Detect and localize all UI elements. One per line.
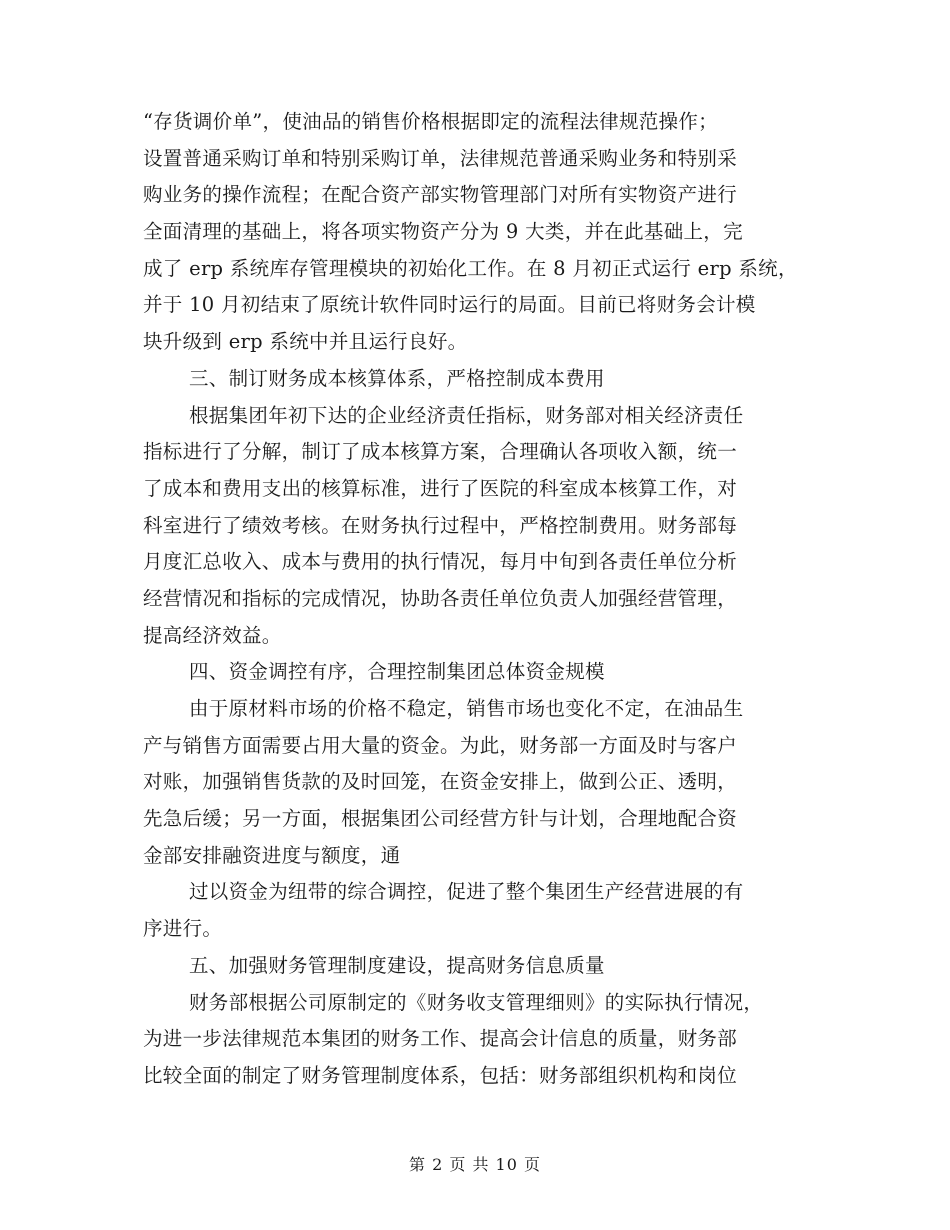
text-line: 先急后缓；另一方面，根据集团公司经营方针与计划，合理地配合资 [143,807,738,831]
paragraph-first-line: 过以资金为纽带的综合调控，促进了整个集团生产经营进展的有 [189,880,744,904]
text-line: 对账，加强销售货款的及时回笼，在资金安排上，做到公正、透明， [143,770,738,794]
text-line: 并于 10 月初结束了原统计软件同时运行的局面。目前已将财务会计模 [143,293,756,317]
text-line: 设置普通采购订单和特别采购订单，法律规范普通采购业务和特别采 [143,146,738,170]
paragraph-first-line: 财务部根据公司原制定的《财务收支管理细则》的实际执行情况， [189,990,764,1014]
section-heading: 五、加强财务管理制度建设，提高财务信息质量 [189,953,605,977]
paragraph-first-line: 根据集团年初下达的企业经济责任指标，财务部对相关经济责任 [189,403,744,427]
text-line: 产与销售方面需要占用大量的资金。为此，财务部一方面及时与客户 [143,733,738,757]
text-line: 经营情况和指标的完成情况，协助各责任单位负责人加强经营管理， [143,586,738,610]
text-line: 为进一步法律规范本集团的财务工作、提高会计信息的质量，财务部 [143,1027,738,1051]
section-heading: 四、资金调控有序，合理控制集团总体资金规模 [189,660,605,684]
page-footer: 第 2 页 共 10 页 [409,1155,541,1174]
text-line: 块升级到 erp 系统中并且运行良好。 [143,330,468,354]
text-line: 购业务的操作流程；在配合资产部实物管理部门对所有实物资产进行 [143,183,738,207]
text-line: 指标进行了分解，制订了成本核算方案，合理确认各项收入额，统一 [143,440,738,464]
text-line: 全面清理的基础上，将各项实物资产分为 9 大类，并在此基础上，完 [143,220,743,244]
paragraph-first-line: 由于原材料市场的价格不稳定，销售市场也变化不定，在油品生 [189,697,744,720]
document-body [143,104,808,1095]
text-line: 提高经济效益。 [143,623,282,647]
text-line: 科室进行了绩效考核。在财务执行过程中，严格控制费用。财务部每 [143,513,738,537]
text-line: “存货调价单”，使油品的销售价格根据即定的流程法律规范操作； [143,110,718,133]
text-line: 了成本和费用支出的核算标准，进行了医院的科室成本核算工作，对 [143,476,738,500]
text-line: 月度汇总收入、成本与费用的执行情况，每月中旬到各责任单位分析 [143,550,738,574]
text-line: 序进行。 [143,917,223,941]
text-line: 成了 erp 系统库存管理模块的初始化工作。在 8 月初正式运行 erp 系统， [143,256,798,280]
text-line: 比较全面的制定了财务管理制度体系，包括：财务部组织机构和岗位 [143,1063,738,1087]
section-heading: 三、制订财务成本核算体系，严格控制成本费用 [189,366,605,390]
text-line: 金部安排融资进度与额度，通 [143,843,401,867]
